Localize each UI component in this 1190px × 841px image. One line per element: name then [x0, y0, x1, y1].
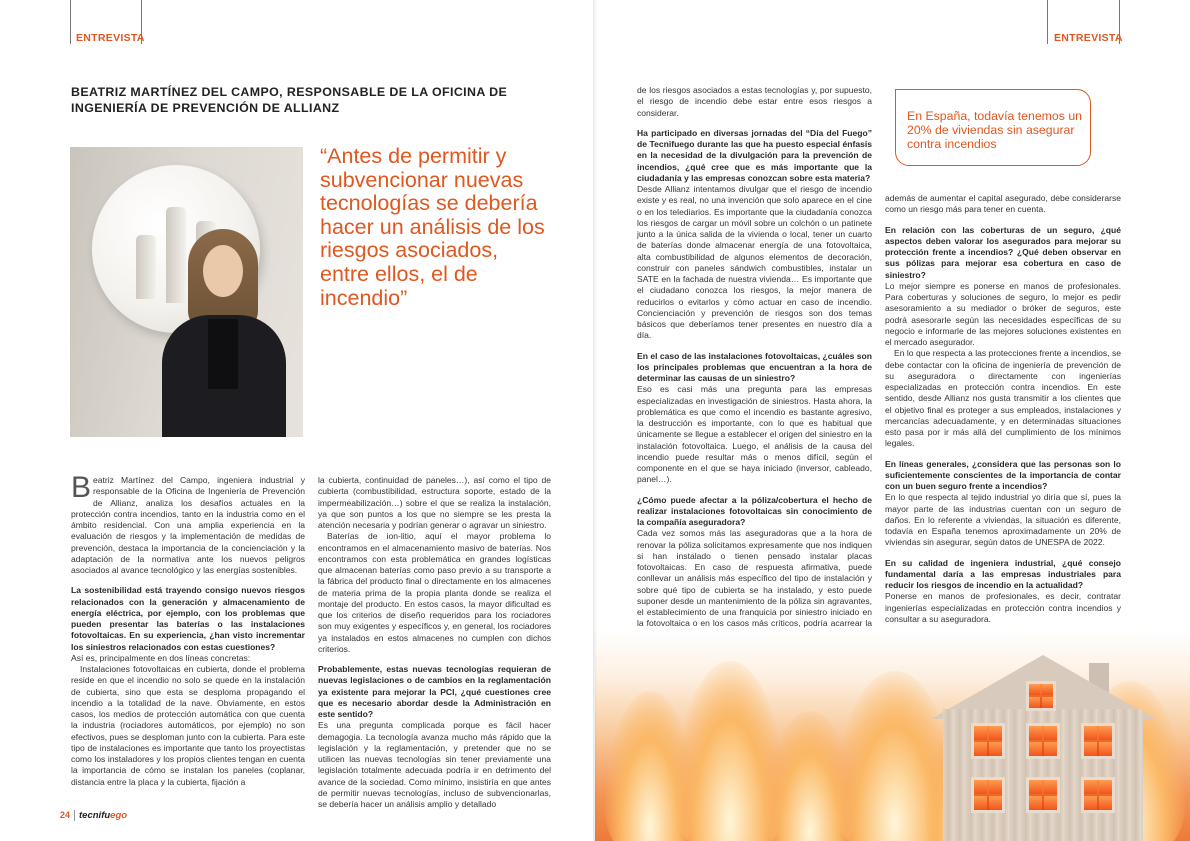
- answer-7: En lo que respecta al tejido industrial yo diría que sí, pues la mayor parte de las industrias cuentan con un seguro de daños. En lo referente a viviendas, la situación es diferente, todavía en España tenemos aproximadamente un 20% de viviendas sin asegurar, según datos de UNESPA de 2022.: [885, 492, 1121, 548]
- brand-logo: tecnifuego: [79, 810, 128, 821]
- house-model-image: [943, 655, 1143, 841]
- header-rule-left: [70, 0, 71, 44]
- page-folio: [60, 810, 127, 821]
- question-1: La sostenibilidad está trayendo consigo nuevos riesgos relacionados con la generación y almacenamiento de energía eléctrica, por ejemplo, con los problemas que pueden presentar las baterías o las instalaciones fotovoltaicas. En su experiencia, ¿han visto incrementar los siniestros relacionados con estas cuestiones?: [71, 585, 305, 652]
- right-page: [595, 0, 1190, 841]
- intro-paragraph: eatriz Martínez del Campo, ingeniera industrial y responsable de la Oficina de Ingeniería de Prevención de Allianz, analiza los desafíos actuales en la protección contra incendios, tanto en la industria como en el ámbito residencial. Con una amplia experiencia en la evaluación de riesgos y la implementación de medidas de prevención, destaca la importancia de la concienciación y la adaptación de la normativa ante los nuevos peligros asociados al avance tecnológico y las energías sostenibles.: [71, 475, 305, 575]
- col3-paragraph-1: de los riesgos asociados a estas tecnologías y, por supuesto, el riesgo de incendio debe estar entre esos riesgos a considerar.: [637, 85, 872, 118]
- body-column-4: [885, 193, 1121, 625]
- col2-paragraph-2: Baterías de ion-litio, aquí el mayor problema lo encontramos en el almacenamiento masivo de baterías. Nos encontramos con esta problemática en grandes logísticas que almacenan baterías como paso previo a su transporte a la fábrica del producto final o directamente en los almacenes de materia prima de la propia planta donde se realiza el montaje del producto. En estos casos, la mayor dificultad es que los criterios de diseño requeridos para los rociadores son muy exigentes y específicos y, en general, los rociadores ya instalados en estos almacenes no cumplen con dichos criterios.: [318, 531, 551, 654]
- spread-gutter: [593, 0, 597, 841]
- answer-4: Eso es casi más una pregunta para las empresas especializadas en investigación de siniestros. Hasta ahora, la problemática es que como el incendio es bastante agresivo, la destrucción es importante, con lo que es habitual que únicamente se llegue a establecer el origen del siniestro en la instalación fotovoltaica. Luego, el análisis de la causa del incendio puede resultar más o menos difícil, según el componente en el que se haya iniciado (inversor, cableado, panel…).: [637, 384, 872, 485]
- house-window: [1026, 681, 1056, 711]
- col2-paragraph-1: la cubierta, continuidad de paneles…), así como el tipo de cubierta (combustibilidad, estructura soporte, estado de la impermeabilización…) sobre el que se realiza la instalación, ya que son puntos a los que no siempre se les presta la atención necesaria y podrían generar o agravar un siniestro.: [318, 475, 551, 530]
- answer-1-p2: Instalaciones fotovoltaicas en cubierta, donde el problema reside en que el incendio no solo se quede en la instalación de cubierta, sino que esta se desploma propagando el incendio a la totalidad de la nave. Obviamente, en estos casos, los medios de protección automática con que cuenta la industria (rociadores automáticos, por ejemplo) no son efectivos, pues se desploman junto con la cubierta. Para este tipo de instalaciones es importante que tanto los proyectistas como los instaladores y los propios clientes tengan en cuenta la importancia de cómo se instalan los paneles (coplanar, distancia entre la placa y la cubierta, fijación a: [71, 664, 305, 787]
- interviewee-photo: [70, 147, 303, 437]
- person-face: [203, 245, 243, 297]
- body-column-3: [637, 85, 872, 641]
- article-headline: BEATRIZ MARTÍNEZ DEL CAMPO, RESPONSABLE DE LA OFICINA DE INGENIERÍA DE PREVENCIÓN DE ALLIANZ: [71, 85, 508, 115]
- body-column-2: [318, 475, 551, 810]
- question-6: En relación con las coberturas de un seguro, ¿qué aspectos deben valorar los asegurados para mejorar su protección frente a incendios? ¿Qué deben observar en sus pólizas para mejorar esa cobertura en caso de siniestro?: [885, 224, 1121, 280]
- callout-text: En España, todavía tenemos un 20% de viviendas sin asegurar contra incendios: [907, 109, 1083, 151]
- house-window: [971, 777, 1005, 813]
- answer-3: Desde Allianz intentamos divulgar que el riesgo de incendio existe y es real, no una invención que solo aparece en el cine o en los telediarios. Es importante que la ciudadanía conozca los riesgos de cargar un móvil sobre un colchón o un patinete junto a la única salida de la vivienda o local, tener un cuarto de baterías donde almacenar energía de una fotovoltaica, alta combustibilidad de algunos elementos de decoración, construir con paneles sándwich combustibles, instalar un SATE en la fachada de nuestra vivienda… Es importante que el ciudadano conozca los riesgos, la mejor manera de reducirlos o evitarlos y cómo actuar en caso de incendio. Concienciación y prevención de riesgos son dos temas básicos que deberíamos tener presentes en nuestro día a día.: [637, 184, 872, 341]
- answer-6-p2: En lo que respecta a las protecciones frente a incendios, se debe contactar con la oficina de ingeniería de prevención de su aseguradora o directamente con ingenierías especializadas en protección contra incendios. En este sentido, desde Allianz nos gusta transmitir a los clientes que el objetivo final es proteger a sus empleados, instalaciones y mercancías adecuadamente, y en determinadas situaciones esto pasa por ir más allá del cumplimiento de los mínimos legales.: [885, 348, 1121, 449]
- question-2: Probablemente, estas nuevas tecnologías requieran de nuevas legislaciones o de cambios en la reglamentación ya existente para mejorar la PCI, ¿qué cuestiones cree que es necesario abordar desde la Administración en este sentido?: [318, 664, 551, 719]
- pull-quote: “Antes de permitir y subvencionar nuevas tecnologías se debería hacer un análisis de los riesgos asociados, entre ellos, el de incendio”: [320, 144, 545, 310]
- house-window: [1081, 723, 1115, 759]
- house-window: [1026, 777, 1060, 813]
- section-tag: ENTREVISTA: [1054, 32, 1123, 44]
- question-4: En el caso de las instalaciones fotovoltaicas, ¿cuáles son los principales problemas que encuentran a la hora de determinar las causas de un siniestro?: [637, 350, 872, 383]
- house-window: [1081, 777, 1115, 813]
- question-5: ¿Cómo puede afectar a la póliza/cobertura el hecho de realizar instalaciones fotovoltaicas sin conocimiento de la compañía aseguradora?: [637, 494, 872, 527]
- section-tag: ENTREVISTA: [76, 32, 145, 44]
- answer-2: Es una pregunta complicada porque es fácil hacer demagogia. La tecnología avanza mucho más rápido que la legislación y la reglamentación, y pretender que no se utilicen las nuevas tecnologías sin tener previamente una legislación totalmente adecuada podría ir en detrimento del avance de la sociedad. Como mínimo, insistiría en que antes de permitir nuevas tecnologías, incluso de subvencionarlas, se debería hacer un análisis amplio y detallado: [318, 720, 551, 809]
- question-3: Ha participado en diversas jornadas del “Día del Fuego” de Tecnifuego durante las que ha puesto especial énfasis en la necesidad de la divulgación para la prevención de incendios, ¿qué cree que es más importante que la ciudadanía y las empresas conozcan sobre esta materia?: [637, 127, 872, 183]
- question-8: En su calidad de ingeniera industrial, ¿qué consejo fundamental daría a las empresas industriales para reducir los riesgos de incendio en la actualidad?: [885, 557, 1121, 590]
- body-column-1: [71, 471, 305, 788]
- drop-cap: B: [71, 471, 92, 504]
- answer-6-p1: Lo mejor siempre es ponerse en manos de profesionales. Para coberturas y soluciones de seguro, lo mejor es pedir asesoramiento a su mediador o bróker de seguros, este podrá asesorarle según las necesidades específicas de su negocio e informarle de las mejores soluciones existentes en el mercado asegurador.: [885, 280, 1121, 347]
- house-window: [971, 723, 1005, 759]
- page-number: 24: [60, 810, 71, 820]
- answer-5: Cada vez somos más las aseguradoras que a la hora de renovar la póliza solicitamos expresamente que nos indiquen si han instalado o tienen pensado instalar placas fotovoltaicas. En caso de respuesta afirmativa, puede conllevar un análisis más específico del tipo de instalación y sobre qué tipo de cubierta se ha instalado, y esto puede suponer desde un mantenimiento de la póliza sin agravantes, el establecimiento de una franquicia por siniestro iniciado en la fotovoltaica o en los casos más críticos, podría acarrear la: [637, 528, 872, 629]
- person-top: [208, 319, 238, 389]
- question-7: En líneas generales, ¿considera que las personas son lo suficientemente conscientes de la importancia de contar con un buen seguro frente a incendios?: [885, 458, 1121, 491]
- col4-paragraph-1: además de aumentar el capital asegurado, debe considerarse como un riesgo más para tener en cuenta.: [885, 193, 1121, 215]
- answer-1-p1: Así es, principalmente en dos líneas concretas:: [71, 652, 251, 663]
- header-rule-left: [1047, 0, 1048, 44]
- callout-box: [895, 89, 1091, 166]
- answer-8: Ponerse en manos de profesionales, es decir, contratar ingenierías especializadas en protección contra incendios y consultar a su aseguradora.: [885, 591, 1121, 624]
- house-window: [1026, 723, 1060, 759]
